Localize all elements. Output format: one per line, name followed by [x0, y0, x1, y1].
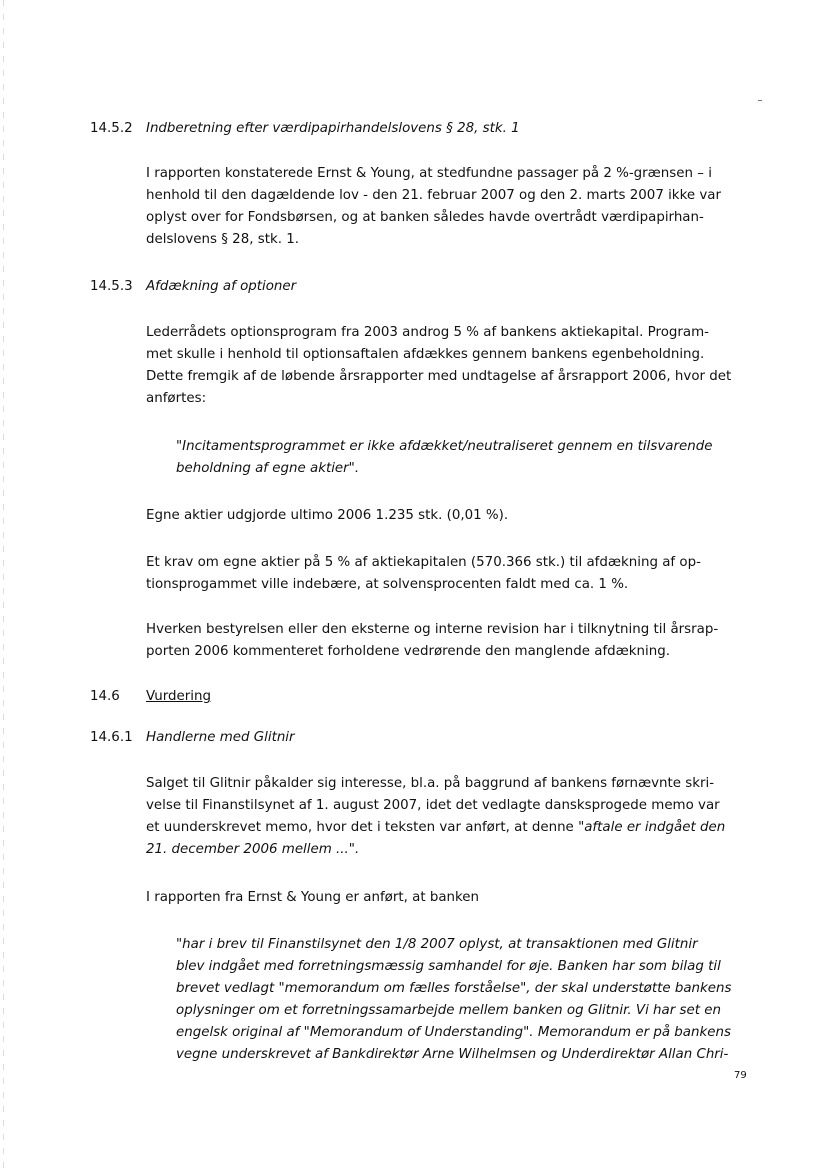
- inline-quote: 21. december 2006 mellem ...".: [146, 842, 360, 857]
- paragraph-line: Salget til Glitnir påkalder sig interesse, bl.a. på baggrund af bankens førnævnte skri-: [146, 776, 715, 791]
- paragraph-line: I rapporten konstaterede Ernst & Young, at stedfundne passager på 2 %-grænsen – i: [146, 166, 712, 181]
- quote-line: "Incitamentsprogrammet er ikke afdækket/neutraliseret gennem en tilsvarende: [176, 439, 713, 454]
- paragraph-line: velse til Finanstilsynet af 1. august 2007, idet det vedlagte dansksprogede memo var: [146, 798, 720, 813]
- paragraph-line: anførtes:: [146, 391, 207, 406]
- section-heading: Afdækning af optioner: [146, 279, 297, 294]
- paragraph-line: Lederrådets optionsprogram fra 2003 androg 5 % af bankens aktiekapital. Program-: [146, 325, 709, 340]
- paragraph-line: [146, 819, 725, 837]
- paragraph-line: tionsprogammet ville indebære, at solvensprocenten faldt med ca. 1 %.: [146, 577, 629, 592]
- paragraph-line: delslovens § 28, stk. 1.: [146, 232, 300, 247]
- paragraph-line: porten 2006 kommenteret forholdene vedrørende den manglende afdækning.: [146, 644, 671, 659]
- quote-line: beholdning af egne aktier".: [176, 461, 360, 476]
- paragraph-line: henhold til den dagældende lov - den 21. februar 2007 og den 2. marts 2007 ikke var: [146, 188, 721, 203]
- section-heading: Indberetning efter værdipapirhandelslovens § 28, stk. 1: [146, 121, 520, 136]
- quote-line: blev indgået med forretningsmæssig samhandel for øje. Banken har som bilag til: [176, 959, 721, 974]
- paragraph-line: Dette fremgik af de løbende årsrapporter med undtagelse af årsrapport 2006, hvor det: [146, 369, 732, 384]
- quote-line: "har i brev til Finanstilsynet den 1/8 2007 oplyst, at transaktionen med Glitnir: [176, 937, 698, 952]
- paragraph-text: et uunderskrevet memo, hvor det i teksten var anført, at denne: [146, 820, 579, 835]
- quote-line: brevet vedlagt "memorandum om fælles forståelse", der skal understøtte bankens: [176, 981, 732, 996]
- quote-line: vegne underskrevet af Bankdirektør Arne Wilhelmsen og Underdirektør Allan Chri-: [176, 1047, 729, 1062]
- section-heading: Vurdering: [146, 689, 211, 704]
- section-number: 14.5.2: [90, 121, 133, 136]
- page-number: 79: [734, 1070, 747, 1081]
- scan-edge-mark: [3, 0, 4, 1169]
- quote-line: oplysninger om et forretningssamarbejde mellem banken og Glitnir. Vi har set en: [176, 1003, 721, 1018]
- quote-line: engelsk original af "Memorandum of Understanding". Memorandum er på bankens: [176, 1025, 731, 1040]
- paragraph-line: oplyst over for Fondsbørsen, og at banken således havde overtrådt værdipapirhan-: [146, 210, 704, 225]
- section-number: 14.6.1: [90, 730, 133, 745]
- paragraph-line: Egne aktier udgjorde ultimo 2006 1.235 stk. (0,01 %).: [146, 508, 509, 523]
- section-number: 14.6: [90, 689, 120, 704]
- inline-quote: "aftale er indgået den: [578, 820, 726, 835]
- paragraph-line: Et krav om egne aktier på 5 % af aktiekapitalen (570.366 stk.) til afdækning af op-: [146, 555, 701, 570]
- section-heading: Handlerne med Glitnir: [146, 730, 295, 745]
- scan-artifact: [758, 100, 762, 101]
- paragraph-line: Hverken bestyrelsen eller den eksterne og interne revision har i tilknytning til årsrap-: [146, 622, 719, 637]
- section-number: 14.5.3: [90, 279, 133, 294]
- paragraph-line: met skulle i henhold til optionsaftalen afdækkes gennem bankens egenbeholdning.: [146, 347, 705, 362]
- paragraph-line: I rapporten fra Ernst & Young er anført, at banken: [146, 890, 480, 905]
